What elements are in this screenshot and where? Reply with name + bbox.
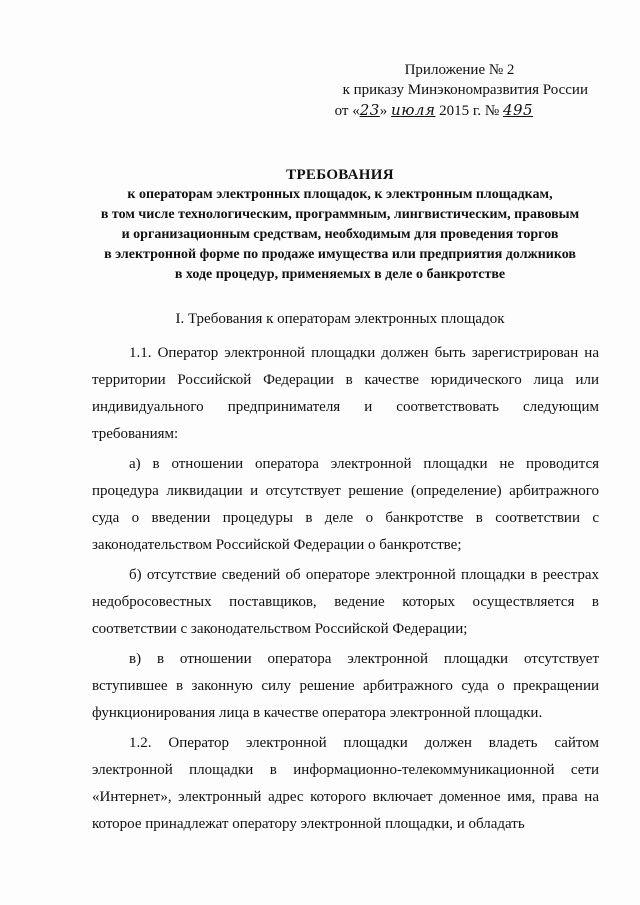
document-body	[92, 340, 599, 841]
order-reference: к приказу Минэкономразвития России	[342, 82, 588, 98]
date-prefix: от «	[334, 103, 360, 119]
paragraph-1-2: 1.2. Оператор электронной площадки должен владеть сайтом электронной площадки в информационно-телекоммуникационной сети «Интернет», электронный адрес которого включает доменное имя, права на которое принадлежат оператору электронной площадки, и обладать	[92, 735, 599, 832]
handwritten-order-number: 495	[502, 101, 534, 119]
paragraph-v: в) в отношении оператора электронной площадки отсутствует вступившее в законную силу решение арбитражного суда о прекращении функционирования лица в качестве оператора электронной площадки.	[92, 651, 599, 721]
title-main: ТРЕБОВАНИЯ	[286, 167, 394, 183]
title-line: к операторам электронных площадок, к электронным площадкам,	[127, 187, 553, 202]
date-year-number-label: 2015 г. №	[435, 103, 503, 119]
paragraph-b: б) отсутствие сведений об операторе электронной площадки в реестрах недобросовестных поставщиков, ведение которых осуществляется в соответствии с законодательством Российской Федерации;	[92, 567, 599, 637]
handwritten-month: июля	[391, 101, 436, 119]
paragraph-a: а) в отношении оператора электронной площадки не проводится процедура ликвидации и отсутствует решение (определение) арбитражного суда о введении процедуры в деле о банкротстве в соответствии с законодательством Российской Федерации о банкротстве;	[92, 456, 599, 553]
document-title	[60, 165, 620, 285]
appendix-header	[335, 60, 588, 121]
date-quote-close: »	[379, 103, 388, 119]
title-line: и организационным средствам, необходимым для проведения торгов	[121, 227, 559, 242]
title-line: в электронной форме по продаже имущества или предприятия должников	[104, 247, 576, 262]
title-line: в том числе технологическим, программным, лингвистическим, правовым	[100, 207, 580, 222]
appendix-number: Приложение № 2	[404, 62, 515, 78]
section-heading: I. Требования к операторам электронных площадок	[175, 311, 505, 327]
paragraph-1-1: 1.1. Оператор электронной площадки должен быть зарегистрирован на территории Российской Федерации в качестве юридического лица или индивидуального предпринимателя и соответствовать следующим требованиям:	[92, 345, 599, 442]
handwritten-day: 23	[359, 101, 380, 119]
title-line: в ходе процедур, применяемых в деле о банкротстве	[174, 267, 506, 282]
order-date-line	[335, 100, 588, 121]
